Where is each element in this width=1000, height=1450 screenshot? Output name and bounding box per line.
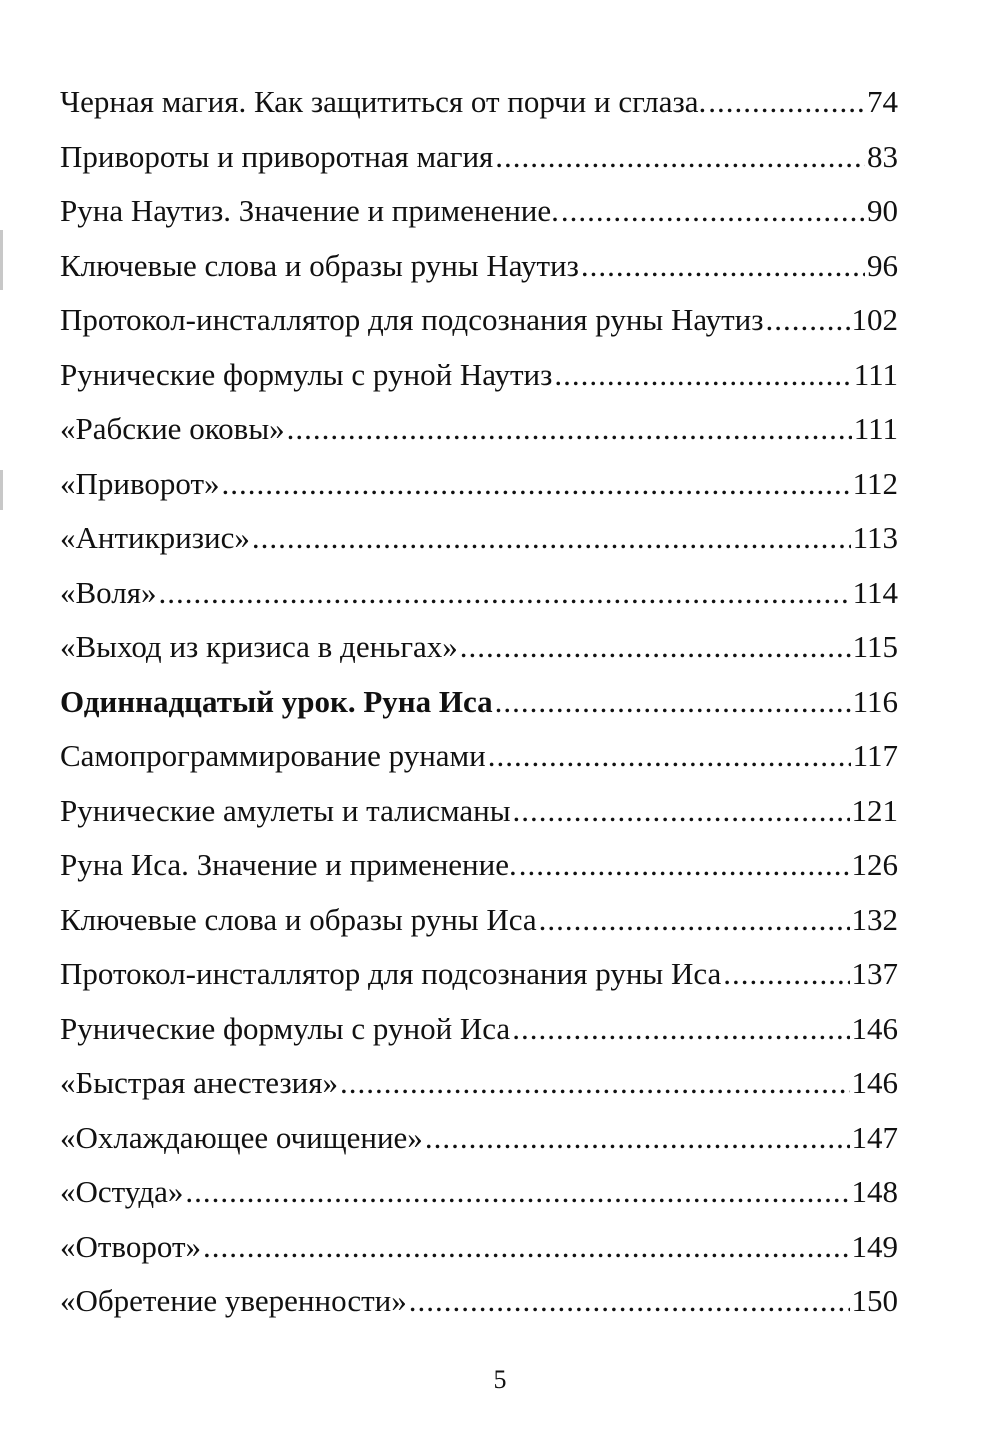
toc-entry bbox=[60, 620, 898, 675]
toc-entry-page-number: 96 bbox=[867, 247, 898, 283]
toc-entry bbox=[60, 729, 898, 784]
toc-entry-page-number: 90 bbox=[867, 193, 898, 228]
toc-entry-page-number: 114 bbox=[852, 574, 898, 610]
page-edge-shadow bbox=[0, 470, 3, 510]
toc-entry-title: «Быстрая анестезия» bbox=[60, 1065, 339, 1100]
toc-entry-leader-dots bbox=[765, 293, 849, 348]
toc-entry bbox=[60, 1165, 898, 1220]
toc-entry bbox=[60, 130, 898, 185]
toc-entry-title: Рунические формулы с руной Иса bbox=[60, 1010, 511, 1046]
toc-entry-leader-dots bbox=[495, 675, 851, 730]
toc-entry bbox=[60, 1056, 898, 1111]
toc-entry-title: Одиннадцатый урок. Руна Иса bbox=[60, 683, 493, 719]
toc-entry-title: Протокол-инсталлятор для подсознания руны Иса bbox=[60, 956, 722, 991]
toc-entry-page-number: 83 bbox=[867, 138, 898, 174]
toc-entry-page-number: 111 bbox=[853, 356, 898, 392]
toc-entry-page-number: 113 bbox=[852, 520, 898, 555]
toc-entry-title: Руна Наутиз. Значение и применение. bbox=[60, 193, 559, 228]
toc-entry bbox=[60, 457, 898, 512]
toc-entry bbox=[60, 838, 898, 893]
toc-entry-title: «Приворот» bbox=[60, 465, 220, 501]
toc-entry-page-number: 117 bbox=[852, 738, 898, 773]
page-edge-shadow bbox=[0, 230, 3, 290]
toc-entry-leader-dots bbox=[708, 75, 865, 130]
toc-entry-leader-dots bbox=[581, 239, 865, 294]
toc-entry-leader-dots bbox=[159, 566, 851, 621]
toc-entry bbox=[60, 293, 898, 348]
toc-entry bbox=[60, 348, 898, 403]
toc-entry-leader-dots bbox=[409, 1274, 850, 1329]
toc-entry-leader-dots bbox=[561, 184, 865, 239]
toc-entry bbox=[60, 566, 898, 621]
toc-entry-leader-dots bbox=[340, 1056, 849, 1111]
toc-entry-title: «Выход из кризиса в деньгах» bbox=[60, 629, 458, 664]
toc-entry bbox=[60, 1002, 898, 1057]
toc-entry-leader-dots bbox=[252, 511, 851, 566]
toc-entry-page-number: 74 bbox=[867, 84, 898, 119]
toc-entry bbox=[60, 1111, 898, 1166]
toc-entry bbox=[60, 947, 898, 1002]
toc-entry bbox=[60, 675, 898, 730]
toc-entry-title: «Остуда» bbox=[60, 1174, 184, 1209]
toc-entry-title: Рунические формулы с руной Наутиз bbox=[60, 356, 553, 392]
toc-entry-leader-dots bbox=[185, 1165, 849, 1220]
toc-entry-page-number: 148 bbox=[851, 1174, 898, 1209]
toc-entry-title: «Антикризис» bbox=[60, 520, 250, 555]
toc-entry-title: Черная магия. Как защититься от порчи и сглаза. bbox=[60, 84, 707, 119]
toc-entry-title: Самопрограммирование рунами bbox=[60, 738, 486, 773]
toc-entry-leader-dots bbox=[222, 457, 851, 512]
toc-entry bbox=[60, 1220, 898, 1275]
toc-entry-leader-dots bbox=[488, 729, 851, 784]
toc-entry-page-number: 126 bbox=[851, 847, 898, 882]
toc-entry bbox=[60, 893, 898, 948]
toc-entry-page-number: 121 bbox=[851, 792, 898, 828]
toc-entry-page-number: 116 bbox=[852, 683, 898, 719]
toc-entry-page-number: 150 bbox=[851, 1283, 898, 1318]
table-of-contents bbox=[60, 75, 898, 1329]
toc-entry-page-number: 111 bbox=[853, 411, 898, 446]
toc-entry-leader-dots bbox=[539, 893, 850, 948]
toc-entry bbox=[60, 184, 898, 239]
toc-entry-title: «Воля» bbox=[60, 574, 157, 610]
toc-entry-leader-dots bbox=[554, 348, 851, 403]
toc-entry-title: Ключевые слова и образы руны Наутиз bbox=[60, 247, 579, 283]
toc-entry-leader-dots bbox=[513, 784, 850, 839]
toc-entry-leader-dots bbox=[512, 1002, 849, 1057]
toc-entry-title: «Отворот» bbox=[60, 1228, 201, 1264]
toc-entry-title: Привороты и приворотная магия bbox=[60, 138, 494, 174]
toc-entry-leader-dots bbox=[460, 620, 851, 675]
toc-entry-title: «Обретение уверенности» bbox=[60, 1283, 407, 1318]
toc-entry-title: Руна Иса. Значение и применение. bbox=[60, 847, 517, 882]
toc-entry bbox=[60, 1274, 898, 1329]
toc-entry-title: «Охлаждающее очищение» bbox=[60, 1119, 423, 1155]
toc-entry-title: Ключевые слова и образы руны Иса bbox=[60, 901, 537, 937]
toc-entry-page-number: 112 bbox=[852, 465, 898, 501]
toc-entry-page-number: 149 bbox=[851, 1228, 898, 1264]
toc-entry-page-number: 132 bbox=[851, 901, 898, 937]
toc-entry-leader-dots bbox=[203, 1220, 850, 1275]
toc-entry-title: Рунические амулеты и талисманы bbox=[60, 792, 511, 828]
toc-entry bbox=[60, 784, 898, 839]
toc-entry-leader-dots bbox=[495, 130, 865, 185]
toc-entry-page-number: 137 bbox=[851, 956, 898, 991]
toc-entry-leader-dots bbox=[425, 1111, 850, 1166]
toc-entry-leader-dots bbox=[287, 402, 852, 457]
toc-entry-page-number: 146 bbox=[851, 1065, 898, 1100]
page-number: 5 bbox=[493, 1365, 507, 1394]
toc-entry-page-number: 146 bbox=[851, 1010, 898, 1046]
toc-entry bbox=[60, 239, 898, 294]
toc-entry-title: «Рабские оковы» bbox=[60, 411, 285, 446]
toc-entry-page-number: 115 bbox=[852, 629, 898, 664]
toc-entry bbox=[60, 75, 898, 130]
toc-entry-page-number: 147 bbox=[851, 1119, 898, 1155]
toc-entry bbox=[60, 511, 898, 566]
toc-entry bbox=[60, 402, 898, 457]
toc-entry-title: Протокол-инсталлятор для подсознания руны Наутиз bbox=[60, 302, 764, 337]
toc-entry-page-number: 102 bbox=[851, 302, 898, 337]
toc-entry-leader-dots bbox=[723, 947, 849, 1002]
toc-entry-leader-dots bbox=[519, 838, 850, 893]
